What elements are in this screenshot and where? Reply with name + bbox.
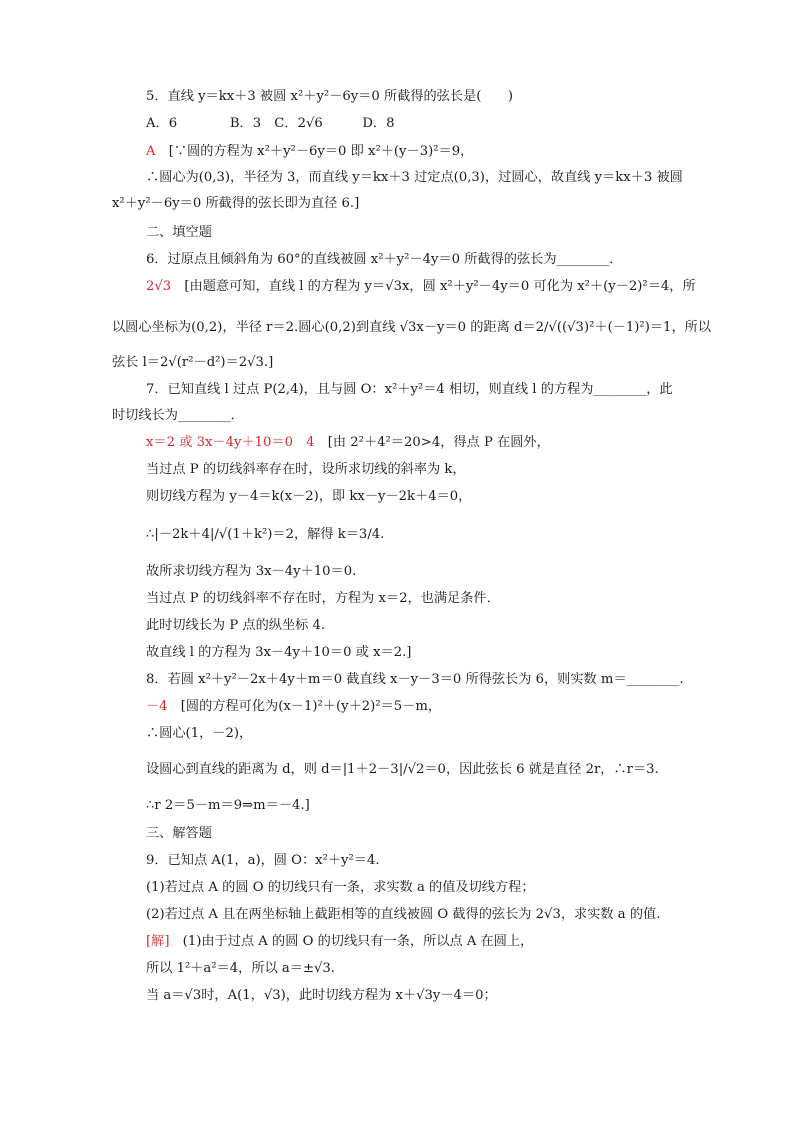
text-line: [146, 617, 325, 635]
text-line: [146, 852, 380, 870]
text-line: [146, 761, 659, 779]
line-text: 5．直线 y＝kx＋3 被圆 x²＋y²－6y＝0 所截得的弦长是( ): [146, 89, 513, 104]
text-line: [146, 879, 535, 897]
answer-text: [解]: [146, 934, 170, 949]
text-line: [146, 278, 696, 296]
text-line: [146, 933, 533, 951]
line-text: 弦长 l＝2√(r²－d²)＝2√3.]: [112, 355, 274, 370]
text-line: [146, 590, 500, 608]
answer-text: －4: [146, 699, 168, 714]
text-line: [146, 381, 673, 399]
text-line: [146, 526, 384, 544]
line-text: ∴r 2＝5－m＝9⇒m＝－4.]: [146, 798, 310, 813]
text-line: [146, 143, 473, 161]
text-line: [146, 825, 212, 843]
line-text: 当 a＝√3时，A(1，√3)，此时切线方程为 x＋√3y－4＝0；: [146, 988, 497, 1003]
text-line: [146, 671, 684, 689]
line-text: 以圆心坐标为(0,2)，半径 r＝2.圆心(0,2)到直线 √3x－y＝0 的距离 d＝2/√((√3)²＋(－1)²)＝1，所以: [112, 320, 712, 335]
text-line: [146, 88, 513, 106]
text-line: [146, 461, 466, 479]
line-text: 当过点 P 的切线斜率存在时，设所求切线的斜率为 k，: [146, 462, 466, 477]
line-text: 6．过原点且倾斜角为 60°的直线被圆 x²＋y²－4y＝0 所截得的弦长为________．: [146, 252, 623, 267]
text-line: [146, 115, 394, 133]
text-line: [146, 251, 622, 269]
line-text: x²＋y²－6y＝0 所截得的弦长即为直径 6.]: [112, 196, 360, 211]
line-text: ∴|－2k＋4|/√(1＋k²)＝2，解得 k＝3/4.: [146, 527, 385, 542]
text-line: [112, 195, 359, 213]
line-text: 所以 1²＋a²＝4，所以 a＝±√3.: [146, 961, 335, 976]
line-text: (2)若过点 A 且在两坐标轴上截距相等的直线被圆 O 截得的弦长为 2√3，求实数 a 的值.: [146, 907, 661, 922]
line-text: ∴圆心(1，－2)，: [146, 726, 253, 741]
line-text: 当过点 P 的切线斜率不存在时，方程为 x＝2，也满足条件．: [146, 591, 500, 606]
text-line: [146, 906, 660, 924]
line-text: 二、填空题: [146, 225, 212, 240]
text-line: [146, 644, 411, 662]
answer-text: A: [146, 144, 156, 159]
text-line: [146, 488, 471, 506]
text-line: [146, 563, 356, 581]
text-line: [112, 319, 711, 337]
line-text: (1)若过点 A 的圆 O 的切线只有一条，求实数 a 的值及切线方程；: [146, 880, 535, 895]
text-line: [146, 797, 310, 815]
text-line: [112, 354, 273, 372]
line-text: 故直线 l 的方程为 3x－4y＋10＝0 或 x＝2.]: [146, 645, 412, 660]
line-text: [∵圆的方程为 x²＋y²－6y＝0 即 x²＋(y－3)²＝9，: [155, 144, 474, 159]
line-text: 7．已知直线 l 过点 P(2,4)，且与圆 O：x²＋y²＝4 相切，则直线 l 的方程为________，此: [146, 382, 673, 397]
line-text: 三、解答题: [146, 826, 212, 841]
text-line: [146, 987, 497, 1005]
answer-text: 2√3: [146, 279, 172, 294]
text-line: [146, 698, 441, 716]
line-text: [由题意可知，直线 l 的方程为 y＝√3x，圆 x²＋y²－4y＝0 可化为 x²＋(y－2)²＝4，所: [171, 279, 696, 294]
line-text: [圆的方程可化为(x－1)²＋(y＋2)²＝5－m，: [167, 699, 442, 714]
line-text: 设圆心到直线的距离为 d，则 d＝|1＋2－3|/√2＝0，因此弦长 6 就是直径 2r，∴r＝3.: [146, 762, 659, 777]
text-line: [146, 434, 550, 452]
line-text: 8．若圆 x²＋y²－2x＋4y＋m＝0 截直线 x－y－3＝0 所得弦长为 6，则实数 m＝________.: [146, 672, 684, 687]
line-text: [由 2²＋4²＝20>4，得点 P 在圆外，: [314, 435, 550, 450]
text-line: [146, 169, 683, 187]
line-text: 9．已知点 A(1，a)，圆 O：x²＋y²＝4.: [146, 853, 380, 868]
text-line: [112, 407, 244, 425]
text-line: [146, 725, 252, 743]
line-text: 则切线方程为 y－4＝k(x－2)，即 kx－y－2k＋4＝0，: [146, 489, 472, 504]
line-text: 故所求切线方程为 3x－4y＋10＝0.: [146, 564, 357, 579]
line-text: A．6 B．3 C．2√6 D．8: [146, 116, 395, 131]
line-text: 时切线长为________．: [112, 408, 244, 423]
line-text: ∴圆心为(0,3)，半径为 3，而直线 y＝kx＋3 过定点(0,3)，过圆心，故直线 y＝kx＋3 被圆: [146, 170, 683, 185]
text-line: [146, 224, 212, 242]
answer-text: x＝2 或 3x－4y＋10＝0 4: [146, 435, 315, 450]
line-text: 此时切线长为 P 点的纵坐标 4.: [146, 618, 326, 633]
text-line: [146, 960, 335, 978]
line-text: (1)由于过点 A 的圆 O 的切线只有一条，所以点 A 在圆上，: [169, 934, 534, 949]
